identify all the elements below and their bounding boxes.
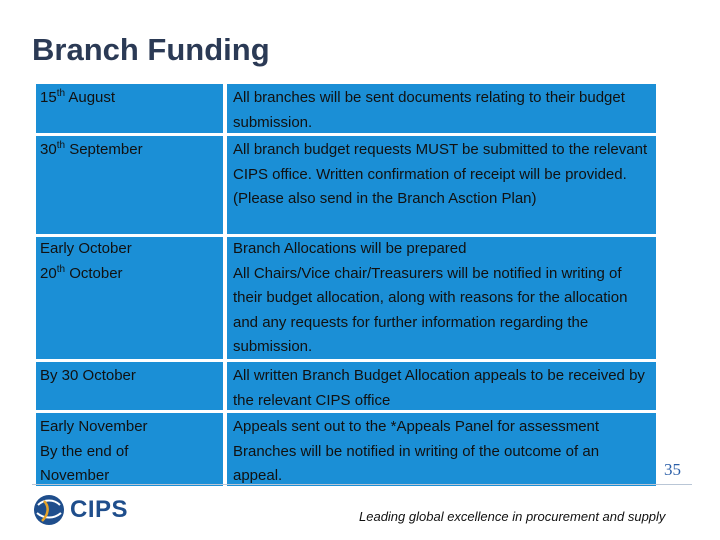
table-row xyxy=(36,362,656,410)
table-row xyxy=(36,84,656,133)
description-cell: All branch budget requests MUST be submitted to the relevant CIPS office. Written confirmation of receipt will be provided. (Please also send in the Branch Asction Plan) xyxy=(227,136,656,234)
date-cell: By 30 October xyxy=(36,362,223,410)
footer-divider xyxy=(32,484,692,485)
tagline: Leading global excellence in procurement and supply xyxy=(359,509,666,524)
description-cell: Branch Allocations will be prepared All Chairs/Vice chair/Treasurers will be notified in writing of their budget allocation, along with reasons for the allocation and any requests for further information regarding the submission. xyxy=(227,237,656,359)
globe-icon xyxy=(32,493,66,527)
logo-text: CIPS xyxy=(70,496,129,523)
date-cell: Early October 20th October xyxy=(36,237,223,359)
table-row xyxy=(36,237,656,359)
description-cell: Appeals sent out to the *Appeals Panel for assessment Branches will be notified in writing of the outcome of an appeal. xyxy=(227,413,656,486)
description-cell: All written Branch Budget Allocation appeals to be received by the relevant CIPS office xyxy=(227,362,656,410)
cips-logo xyxy=(32,493,128,527)
page-number: 35 xyxy=(664,460,681,479)
slide-title: Branch Funding xyxy=(32,32,270,67)
date-cell: 15th August xyxy=(36,84,223,133)
description-cell: All branches will be sent documents relating to their budget submission. xyxy=(227,84,656,133)
table-row xyxy=(36,136,656,234)
funding-timeline-table xyxy=(36,84,656,486)
table-row xyxy=(36,413,656,486)
date-cell: 30th September xyxy=(36,136,223,234)
date-cell: Early November By the end of November xyxy=(36,413,223,486)
